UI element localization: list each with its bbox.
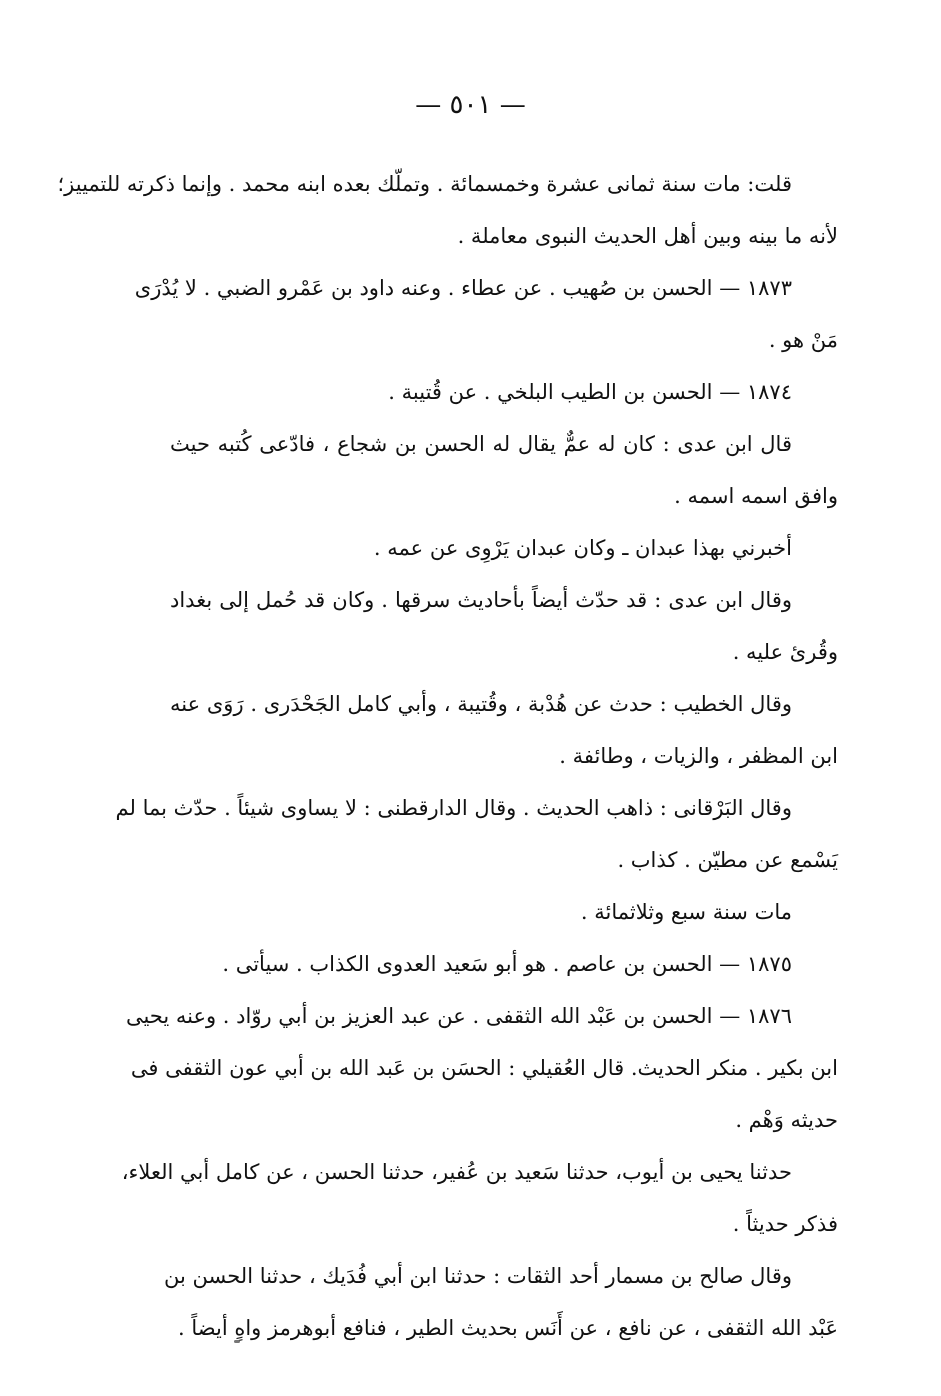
text-line: أخبرني بهذا عبدان ـ وكان عبدان يَرْوِى عن عمه .: [373, 536, 792, 560]
text-line: قال ابن عدى : كان له عمٌّ يقال له الحسن بن شجاع ، فادّعى كُتبه حيث: [170, 432, 792, 456]
text-line: مات سنة سبع وثلاثمائة .: [580, 900, 792, 924]
text-line: وقال ابن عدى : قد حدّث أيضاً بأحاديث سرقها . وكان قد حُمل إلى بغداد: [170, 588, 792, 612]
text-line: وقال الخطيب : حدث عن هُدْبة ، وقُتيبة ، وأبي كامل الجَحْدَرى . رَوَى عنه: [170, 692, 792, 716]
text-line: وقال البَرْقانى : ذاهب الحديث . وقال الدارقطنى : لا يساوى شيئاً . حدّث بما لم: [115, 796, 792, 820]
text-body: [57, 158, 838, 1354]
text-line: لأنه ما بينه وبين أهل الحديث النبوى معاملة .: [457, 224, 838, 248]
text-line: حدثنا يحيى بن أيوب، حدثنا سَعيد بن عُفير، حدثنا الحسن ، عن كامل أبي العلاء،: [121, 1160, 792, 1184]
text-line: يَسْمع عن مطيّن . كذاب .: [617, 848, 838, 872]
text-line: ابن المظفر ، والزيات ، وطائفة .: [559, 744, 838, 768]
text-line: ١٨٧٥ — الحسن بن عاصم . هو أبو سَعيد العدوى الكذاب . سيأتى .: [222, 952, 792, 976]
text-line: فذكر حديثاً .: [732, 1212, 838, 1236]
text-line: ١٨٧٣ — الحسن بن صُهيب . عن عطاء . وعنه داود بن عَمْرو الضبي . لا يُدْرَى: [134, 276, 792, 300]
text-line: عَبْد الله الثقفى ، عن نافع ، عن أَنَس بحديث الطير ، فنافع أبوهرمز واهٍ أيضاً .: [178, 1316, 838, 1340]
text-line: قلت: مات سنة ثمانى عشرة وخمسمائة . وتملّك بعده ابنه محمد . وإنما ذكرته للتمييز؛: [57, 172, 792, 196]
text-line: ابن بكير . منكر الحديث. قال العُقيلي : الحسَن بن عَبد الله بن أبي عون الثقفى فى: [130, 1056, 838, 1080]
text-line: مَنْ هو .: [768, 328, 838, 352]
text-line: وقال صالح بن مسمار أحد الثقات : حدثنا ابن أبي فُدَيك ، حدثنا الحسن بن: [164, 1264, 792, 1288]
text-line: وافق اسمه اسمه .: [674, 484, 838, 508]
page-number: — ٥٠١ —: [415, 90, 526, 120]
text-line: حديثه وَهْم .: [735, 1108, 838, 1132]
print-speck: [234, 1340, 240, 1343]
text-line: ١٨٧٦ — الحسن بن عَبْد الله الثقفى . عن عبد العزيز بن أبي روّاد . وعنه يحيى: [125, 1004, 792, 1028]
text-line: ١٨٧٤ — الحسن بن الطيب البلخي . عن قُتيبة .: [388, 380, 792, 404]
text-line: وقُرئ عليه .: [732, 640, 838, 664]
